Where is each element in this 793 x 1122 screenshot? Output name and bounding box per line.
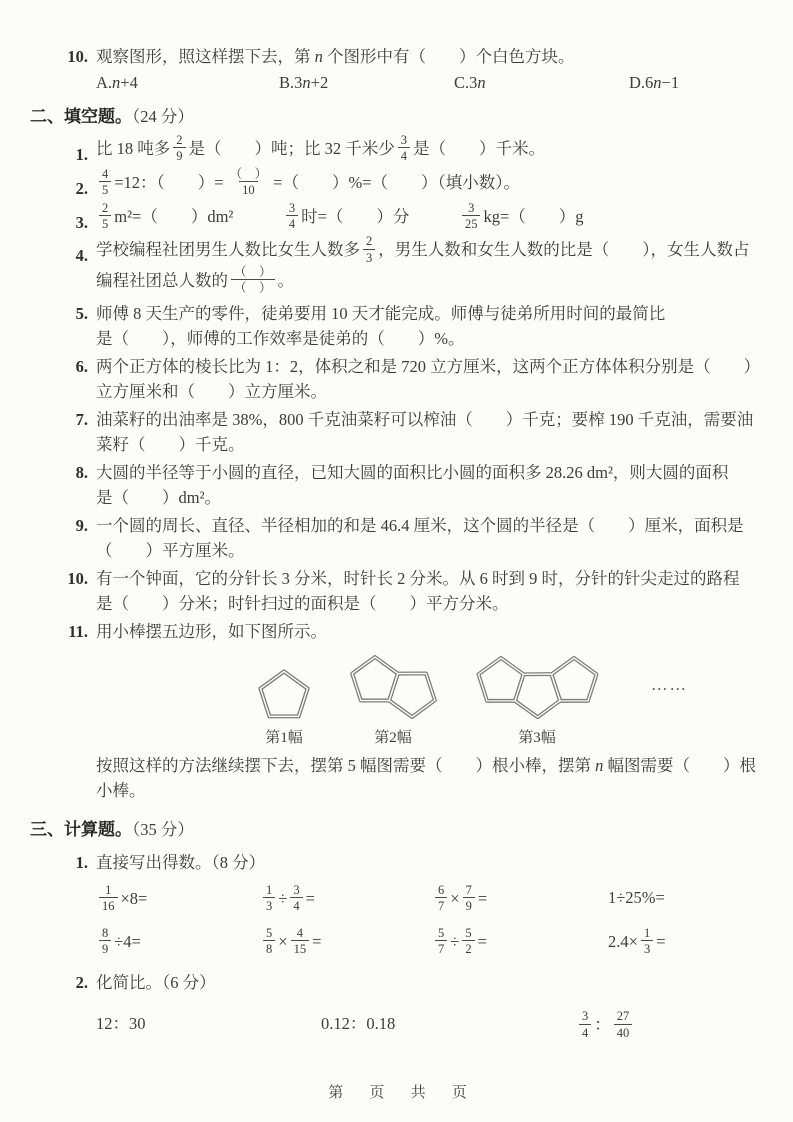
fill-item-10 <box>30 566 765 616</box>
option-c: C.3n <box>454 73 486 92</box>
fraction: $\frac{27}{40}$ <box>614 1009 633 1040</box>
question-text-line: 比 18 吨多 $\frac{2}{9}$ 是（ ）吨；比 32 千米少 $\frac{3}{4}$ 是（ ）千米。 <box>96 133 545 164</box>
section-fill-title-bold: 二、填空题。 <box>30 107 132 126</box>
pentagon-figures-row <box>30 651 765 747</box>
fraction: $\frac{7}{9}$ <box>463 883 475 914</box>
section-calc-title-score: （35 分） <box>132 819 194 839</box>
fill-question-list <box>30 135 765 647</box>
question-text-line: 一个圆的周长、直径、半径相加的和是 46.4 厘米，这个圆的半径是（ ）厘米，面积是 <box>96 515 744 535</box>
fraction: $\frac{1}{3}$ <box>641 926 653 957</box>
figure-2-label: 第2幅 <box>374 729 412 746</box>
figure-1 <box>253 665 315 747</box>
question-text-line: 是（ ），师傅的工作效率是徒弟的（ ）%。 <box>96 328 465 348</box>
question-text-line: 立方厘米和（ ）立方厘米。 <box>96 381 327 401</box>
fraction: $\frac{3}{25}$ <box>462 201 481 232</box>
question-text-line: 有一个钟面，它的分针长 3 分米，时针长 2 分米。从 6 时到 9 时，分针的针尖走过的路程 <box>96 568 740 588</box>
calc-expression: 1÷25%= <box>608 887 665 907</box>
question-text-line: （ ）平方厘米。 <box>96 540 245 560</box>
question-text-line: 师傅 8 天生产的零件，徒弟要用 10 天才能完成。师傅与徒弟所用时间的最简比 <box>96 303 666 323</box>
question-number: 1. <box>75 145 88 164</box>
section-fill-title <box>30 104 765 130</box>
question-number: 2. <box>75 178 88 198</box>
question-text-line: 两个正方体的棱长比为 1：2，体积之和是 720 立方厘米，这两个正方体体积分别是（ ） <box>96 356 761 376</box>
calc-expression: $\frac{8}{9}$ ÷4= <box>96 928 260 959</box>
calc-sub1-title <box>30 850 765 875</box>
question-number: 3. <box>75 212 88 232</box>
direct-calculation-grid <box>30 882 765 959</box>
figure-1-label: 第1幅 <box>265 729 303 746</box>
calc-expression: $\frac{5}{8}$ × $\frac{4}{15}$ = <box>260 928 432 959</box>
fill-item-9 <box>30 513 765 563</box>
fill-item-4 <box>30 236 765 298</box>
calc-sub1-label: 直接写出得数。（8 分） <box>96 852 266 872</box>
ratio-expression: 12：30 <box>96 1014 146 1034</box>
fraction: $\frac{3}{4}$ <box>579 1009 591 1040</box>
simplify-ratio-grid <box>30 1011 765 1042</box>
question-number: 8. <box>75 462 88 482</box>
fraction: $\frac{1}{16}$ <box>99 883 118 914</box>
figure-3 <box>471 652 603 747</box>
question-text-line: 油菜籽的出油率是 38%，800 千克油菜籽可以榨油（ ）千克；要榨 190 千克油，需要油 <box>96 409 754 429</box>
figures-ellipsis: …… <box>651 674 688 694</box>
pentagon-figure-3-drawing <box>471 652 603 724</box>
calc-expression: $\frac{1}{16}$ ×8= <box>96 885 260 916</box>
fraction: $\frac{( )}{10}$ <box>229 166 268 198</box>
question-text-line: 是（ ）dm²。 <box>96 487 222 507</box>
calc-sub2-number: 2. <box>75 973 88 993</box>
calc-expression: 2.4× $\frac{1}{3}$ = <box>608 925 666 956</box>
question-10-choice <box>30 44 765 93</box>
question-text-line: 编程社团总人数的 $\frac{( )}{( )}$ 。 <box>96 265 295 296</box>
fraction: $\frac{5}{2}$ <box>462 926 474 957</box>
calc-sub1-number: 1. <box>75 852 88 872</box>
fill-item-2 <box>30 166 765 200</box>
question-number: 6. <box>75 356 88 376</box>
question-text-line: $\frac{2}{5}$ m²=（ ）dm² $\frac{3}{4}$ 时=（ ）分 $\frac{3}{25}$ kg=（ ）g <box>96 203 765 234</box>
question-10-stem: 观察图形，照这样摆下去，第 n 个图形中有（ ）个白色方块。 <box>96 47 575 66</box>
pentagon-figure-2-drawing <box>345 651 441 724</box>
question-text-line: 学校编程社团男生人数比女生人数多 $\frac{2}{3}$ ，男生人数和女生人数的比是（ ），女生人数占 <box>96 234 750 265</box>
fill-item-5 <box>30 301 765 351</box>
figure-question-line-1: 按照这样的方法继续摆下去，摆第 5 幅图需要（ ）根小棒，摆第 n 幅图需要（ ）根 <box>96 755 756 775</box>
calc-expression: $\frac{1}{3}$ ÷ $\frac{3}{4}$ = <box>260 885 432 916</box>
question-text-line: 菜籽（ ）千克。 <box>96 434 245 454</box>
page-footer: 第 页 共 页 <box>328 1084 478 1101</box>
fraction: $\frac{3}{4}$ <box>290 883 302 914</box>
fill-item-7 <box>30 407 765 457</box>
calc-expression: $\frac{5}{7}$ ÷ $\frac{5}{2}$ = <box>432 928 608 959</box>
fill-item-1 <box>30 135 765 166</box>
fraction: $\frac{3}{4}$ <box>286 201 298 232</box>
fraction: $\frac{( )}{( )}$ <box>231 265 275 296</box>
fraction: $\frac{2}{5}$ <box>99 201 111 232</box>
fraction: $\frac{8}{9}$ <box>99 926 111 957</box>
question-text-line: 用小棒摆五边形，如下图所示。 <box>96 621 327 641</box>
question-text-line: 是（ ）分米；时针扫过的面积是（ ）平方分米。 <box>96 593 509 613</box>
question-number: 7. <box>75 409 88 429</box>
pentagon-figure-1-drawing <box>253 665 315 724</box>
figure-question-line-2: 小棒。 <box>96 780 146 800</box>
fraction: $\frac{1}{3}$ <box>263 883 275 914</box>
fraction: $\frac{5}{7}$ <box>435 926 447 957</box>
fill-item-6 <box>30 354 765 404</box>
ratio-expression: 0.12：0.18 <box>321 1014 396 1034</box>
figure-2 <box>345 651 441 747</box>
calc-sub2-title <box>30 970 765 995</box>
section-fill-title-score: （24 分） <box>132 107 194 126</box>
option-a: A.n+4 <box>96 73 138 92</box>
question-text-line: 大圆的半径等于小圆的直径，已知大圆的面积比小圆的面积多 28.26 dm²，则大圆的面积 <box>96 462 729 482</box>
option-b: B.3n+2 <box>279 73 329 92</box>
fill-item-11 <box>30 619 765 644</box>
question-number: 10. <box>67 568 88 588</box>
calc-expression: $\frac{6}{7}$ × $\frac{7}{9}$ = <box>432 885 608 916</box>
question-number: 10. <box>67 47 88 66</box>
ratio-expression: $\frac{3}{4}$ ： $\frac{27}{40}$ <box>576 1011 765 1042</box>
fraction: $\frac{2}{9}$ <box>173 133 185 164</box>
fill-item-3 <box>30 200 765 234</box>
fraction: $\frac{4}{5}$ <box>99 167 111 198</box>
question-number: 9. <box>75 515 88 535</box>
fraction: $\frac{2}{3}$ <box>363 234 375 265</box>
fraction: $\frac{3}{4}$ <box>398 133 410 164</box>
calc-sub2-label: 化简比。（6 分） <box>96 973 216 993</box>
option-d: D.6n−1 <box>629 73 680 92</box>
figure-question-text <box>30 753 765 803</box>
figure-3-label: 第3幅 <box>518 729 556 746</box>
question-number: 11. <box>68 621 88 641</box>
question-text-line: $\frac{4}{5}$ =12：（ ）= $\frac{( )}{10}$ =（ ）%=（ ）（填小数）。 <box>96 169 765 200</box>
section-calc-title <box>30 817 765 843</box>
question-number: 4. <box>75 246 88 266</box>
choice-options-row <box>96 73 765 93</box>
fill-item-8 <box>30 460 765 510</box>
section-calc-title-bold: 三、计算题。 <box>30 819 132 839</box>
fraction: $\frac{4}{15}$ <box>291 926 310 957</box>
fraction: $\frac{5}{8}$ <box>263 926 275 957</box>
fraction: $\frac{6}{7}$ <box>435 883 447 914</box>
question-number: 5. <box>75 303 88 323</box>
